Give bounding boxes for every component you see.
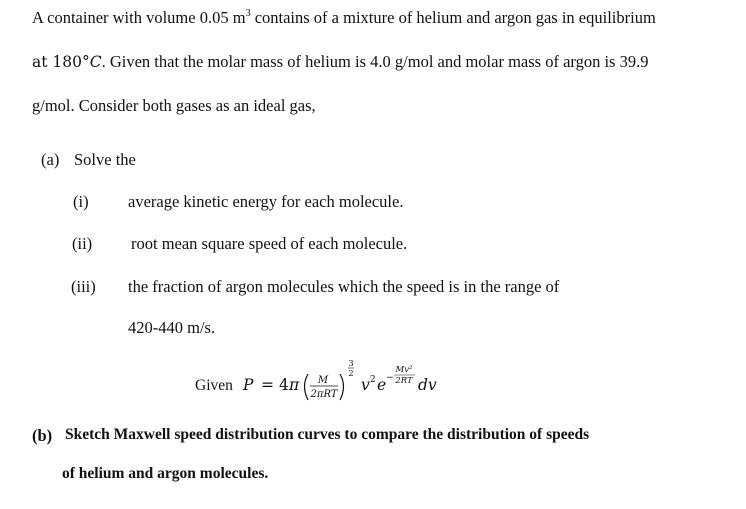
given-four: 4 bbox=[279, 376, 289, 394]
given-dv: dv bbox=[418, 376, 437, 394]
given-equals: = bbox=[261, 376, 274, 394]
part-b-text: Sketch Maxwell speed distribution curves to compare the distribution of speeds bbox=[65, 426, 590, 443]
frac-denominator: 2πRT bbox=[310, 389, 338, 400]
part-b-continuation: of helium and argon molecules. bbox=[62, 465, 269, 482]
exp-minus: − bbox=[386, 373, 394, 383]
exp-num: 3 bbox=[348, 359, 354, 369]
part-a-text: Solve the bbox=[74, 150, 136, 169]
given-p: P bbox=[243, 376, 254, 394]
intro-line-3: g/mol. Consider both gases as an ideal gas, bbox=[32, 96, 316, 115]
item-iii-continuation: 420-440 m/s. bbox=[128, 318, 216, 337]
intro-line-2: at 180°C. Given that the molar mass of helium is 4.0 g/mol and molar mass of argon is 39.9 bbox=[32, 52, 649, 71]
item-i-text: average kinetic energy for each molecule. bbox=[128, 192, 404, 211]
frac-numerator: M bbox=[317, 375, 329, 386]
item-iii-numeral: (iii) bbox=[71, 277, 96, 296]
given-e: e bbox=[377, 376, 387, 394]
item-ii-numeral: (ii) bbox=[72, 234, 93, 253]
item-i-numeral: (i) bbox=[73, 192, 89, 211]
exp-den: 2 bbox=[348, 369, 354, 379]
right-paren bbox=[340, 374, 344, 400]
intro-line-1: A container with volume 0.05 $m^3$ contains of a mixture of helium and argon gas in equilibrium bbox=[32, 8, 656, 27]
item-iii-text: the fraction of argon molecules which the speed is in the range of bbox=[128, 277, 560, 296]
left-paren bbox=[305, 374, 309, 400]
given-prefix: Given bbox=[195, 377, 233, 394]
part-b-label: (b) bbox=[32, 426, 53, 445]
given-v-sq: 2 bbox=[370, 375, 376, 385]
given-pi: π bbox=[289, 376, 300, 394]
given-formula bbox=[195, 356, 515, 406]
item-ii-text: root mean square speed of each molecule. bbox=[131, 234, 408, 253]
exp-mv2: Mv² bbox=[395, 365, 413, 375]
given-v: v bbox=[361, 376, 370, 394]
part-a-label: (a) bbox=[41, 150, 60, 169]
exp-2rt: 2RT bbox=[395, 376, 413, 386]
